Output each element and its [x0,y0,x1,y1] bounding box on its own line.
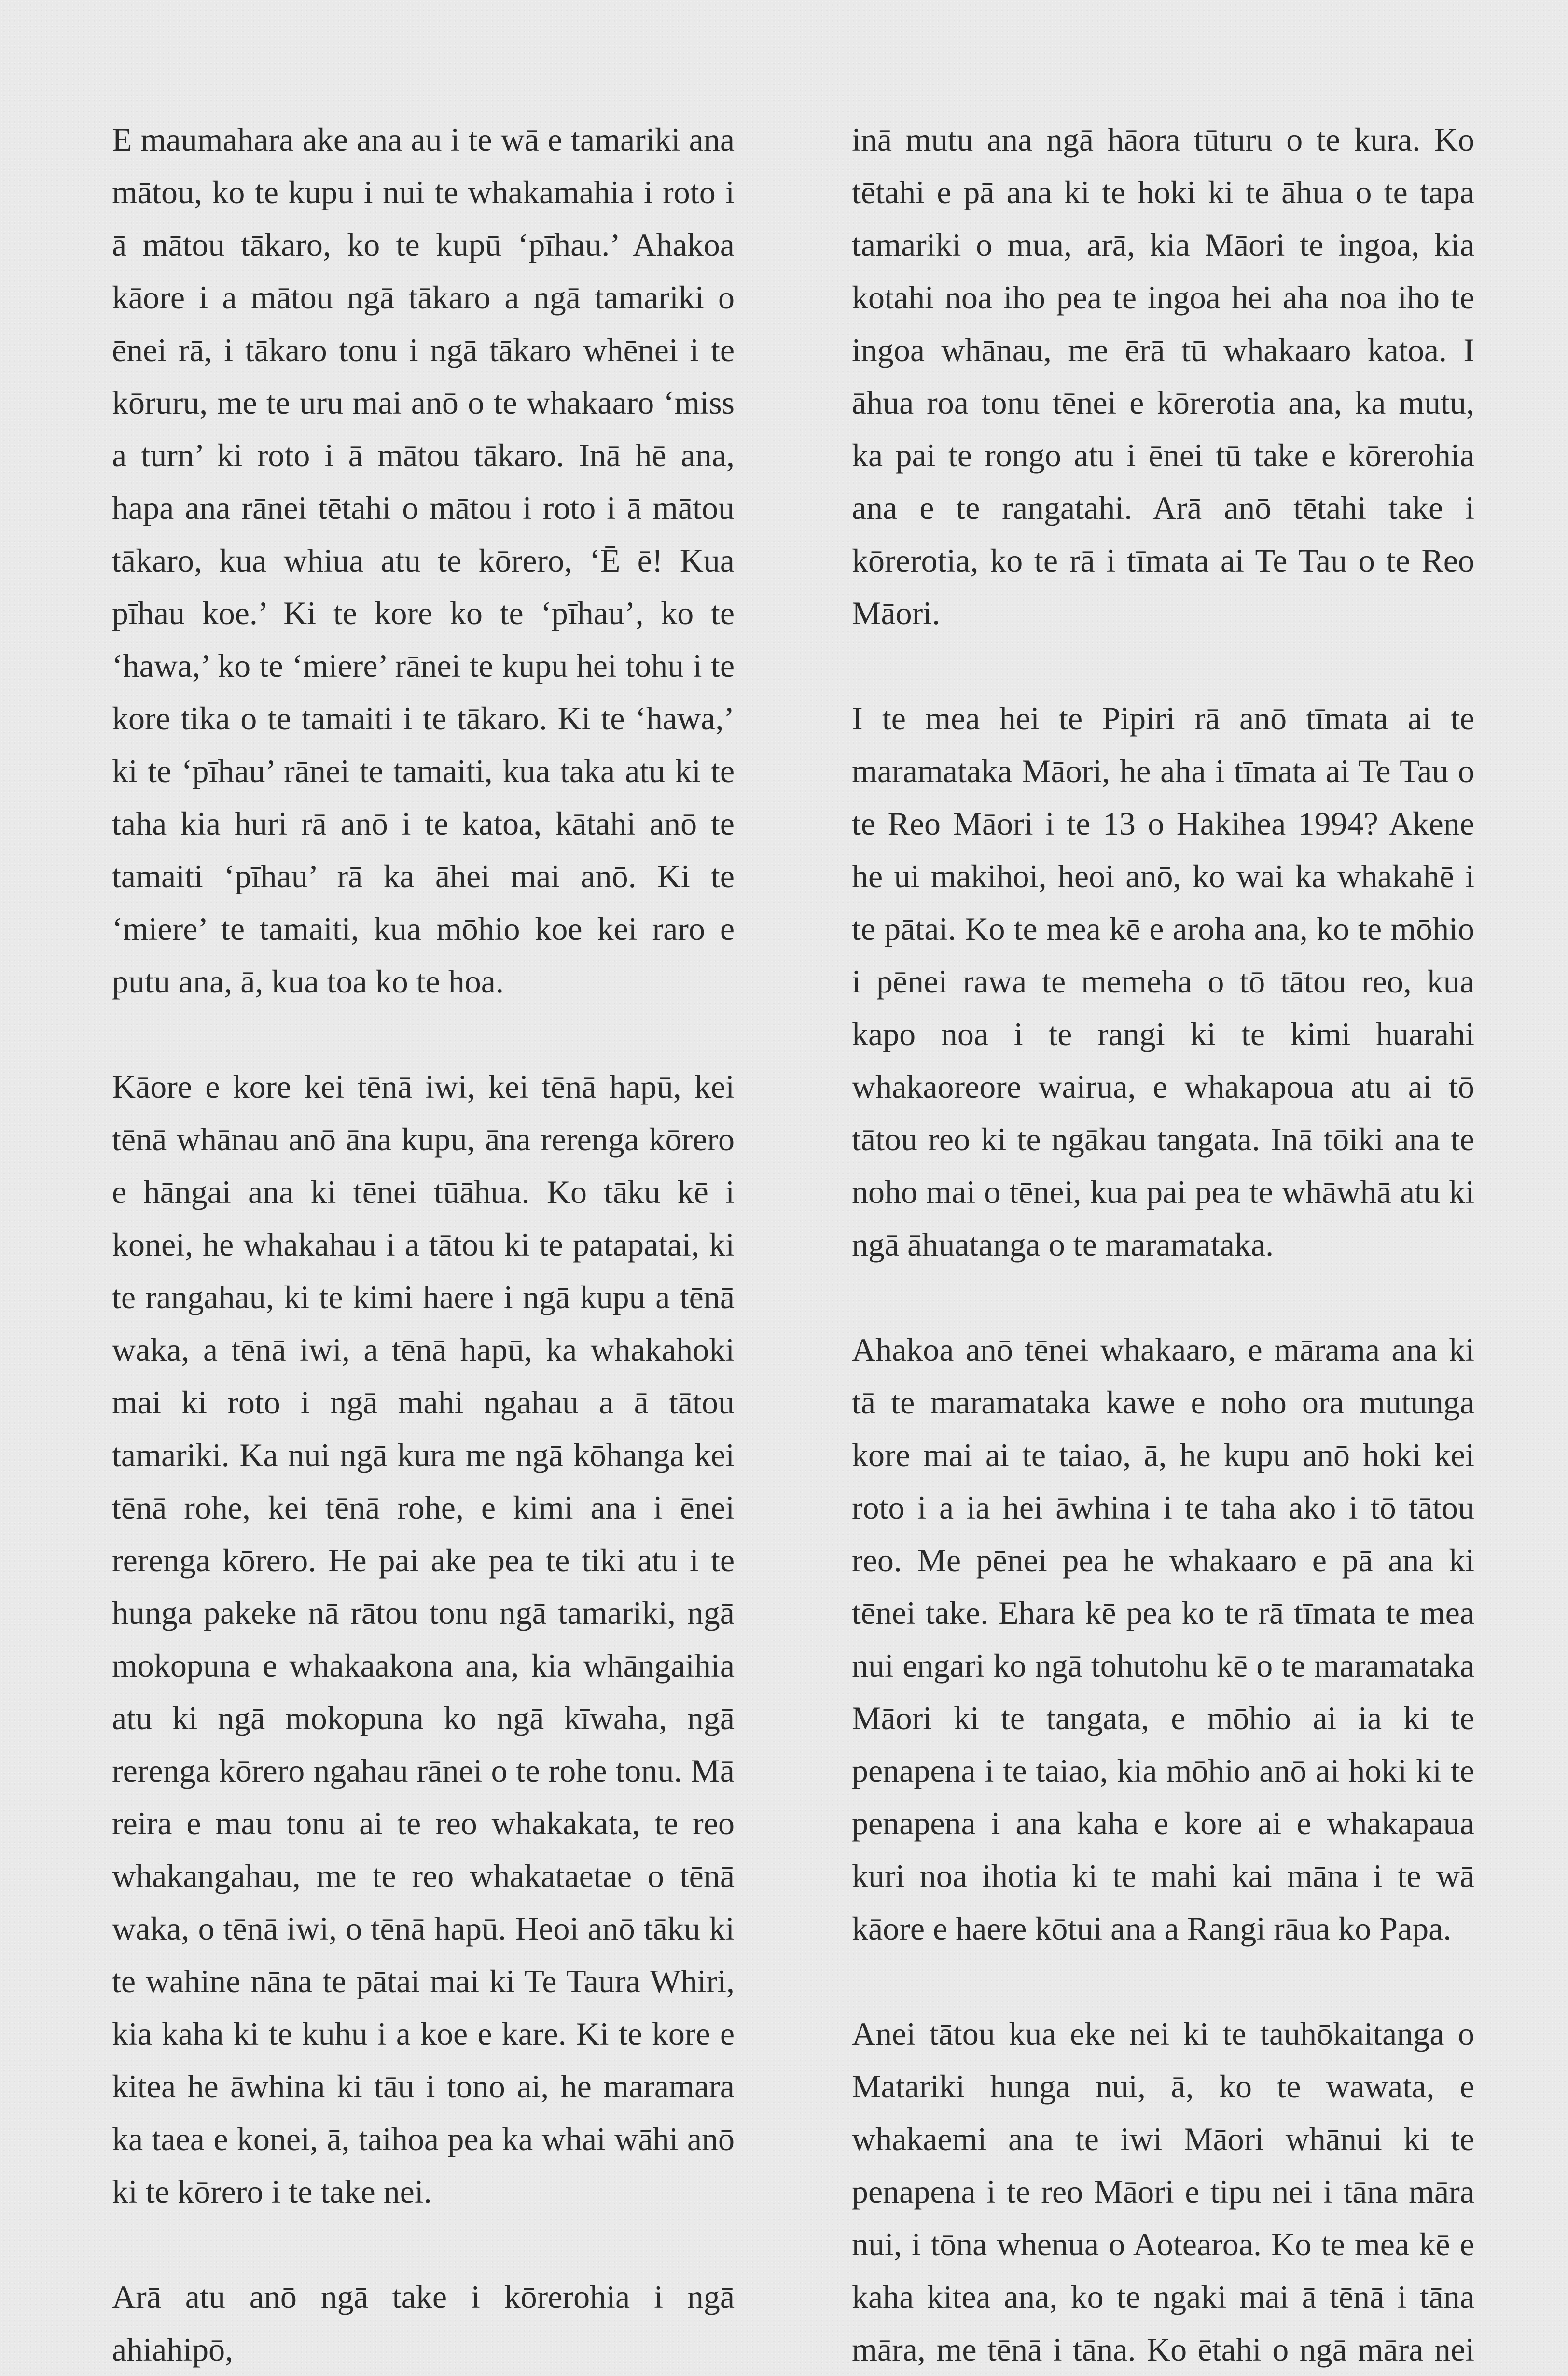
right-text-column [852,113,1474,2376]
paragraph-matariki: Anei tātou kua eke nei ki te tauhōkaitanga o Matariki hunga nui, ā, ko te wawata, e whakaemi ana te iwi Māori whānui ki te penapena i te reo Māori e tipu nei i tāna māra nui, i tōna whenua o Aotearoa. Ko te mea kē e kaha kitea ana, ko te ngaki mai ā tēnā i tāna māra, me tēnā i tāna. Ko ētahi o ngā māra nei [852,2015,1474,2368]
left-text-column [112,113,735,2376]
paragraph-iwi-sayings: Kāore e kore kei tēnā iwi, kei tēnā hapū, kei tēnā whānau anō āna kupu, āna rerenga kōrero e hāngai ana ki tēnei tūāhua. Ko tāku kē i konei, he whakahau i a tātou ki te patapatai, ki te rangahau, ki te kimi haere i ngā kupu a tēnā waka, a tēnā iwi, a tēnā hapū, ka whakahoki mai ki roto i ngā mahi ngahau a ā tātou tamariki. Ka nui ngā kura me ngā kōhanga kei tēnā rohe, kei tēnā rohe, e kimi ana i ēnei rerenga kōrero. He pai ake pea te tiki atu i te hunga pakeke nā rātou tonu ngā tamariki, ngā mokopuna e whakaakona ana, kia whāngaihia atu ki ngā mokopuna ko ngā kīwaha, ngā rerenga kōrero ngahau rānei o te rohe tonu. Mā reira e mau tonu ai te reo whakakata, te reo whakangahau, me te reo whakataetae o tēnā waka, o tēnā iwi, o tēnā hapū. Heoi anō tāku ki te wahine nāna te pātai mai ki Te Taura Whiri, kia kaha ki te kuhu i a koe e kare. Ki te kore e kitea he āwhina ki tāu i tono ai, he maramara ka taea e konei, ā, taihoa pea ka whai wāhi anō ki te kōrero i te take nei. [112,1068,735,2210]
paragraph-childhood-games: E maumahara ake ana au i te wā e tamariki ana mātou, ko te kupu i nui te whakamahia i roto i ā mātou tākaro, ko te kupū ‘pīhau.’ Ahakoa kāore i a mātou ngā tākaro a ngā tamariki o ēnei rā, i tākaro tonu i ngā tākaro whēnei i te kōruru, me te uru mai anō o te whakaaro ‘miss a turn’ ki roto i ā mātou tākaro. Inā hē ana, hapa ana rānei tētahi o mātou i roto i ā mātou tākaro, kua whiua atu te kōrero, ‘Ē ē! Kua pīhau koe.’ Ki te kore ko te ‘pīhau’, ko te ‘hawa,’ ko te ‘miere’ rānei te kupu hei tohu i te kore tika o te tamaiti i te tākaro. Ki te ‘hawa,’ ki te ‘pīhau’ rānei te tamaiti, kua taka atu ki te taha kia huri rā anō i te katoa, kātahi anō te tamaiti ‘pīhau’ rā ka āhei mai anō. Ki te ‘miere’ te tamaiti, kua mōhio koe kei raro e putu ana, ā, kua toa ko te hoa. [112,121,735,1000]
paragraph-maramataka: Ahakoa anō tēnei whakaaro, e mārama ana ki tā te maramataka kawe e noho ora mutunga kore mai ai te taiao, ā, he kupu anō hoki kei roto i a ia hei āwhina i te taha ako i tō tātou reo. Me pēnei pea he whakaaro e pā ana ki tēnei take. Ehara kē pea ko te rā tīmata te mea nui engari ko ngā tohutohu kē o te maramataka Māori ki te tangata, e mōhio ai ia ki te penapena i te taiao, kia mōhio anō ai hoki ki te penapena i ana kaha e kore ai e whakapaua kuri noa ihotia ki te mahi kai māna i te wā kāore e haere kōtui ana a Rangi rāua ko Papa. [852,1331,1474,1947]
paragraph-year-of-maori-language: I te mea hei te Pipiri rā anō tīmata ai te maramataka Māori, he aha i tīmata ai Te Tau o te Reo Māori i te 13 o Hakihea 1994? Akene he ui makihoi, heoi anō, ko wai ka whakahē i te pātai. Ko te mea kē e aroha ana, ko te mōhio i pēnei rawa te memeha o tō tātou reo, kua kapo noa i te rangi ki te kimi huarahi whakaoreore wairua, e whakapoua atu ai tō tātou reo ki te ngākau tangata. Inā tōiki ana te noho mai o tēnei, kua pai pea te whāwhā atu ki ngā āhuatanga o te maramataka. [852,700,1474,1263]
paragraph-evening-topics: Arā atu anō ngā take i kōrerohia i ngā ahiahipō, [112,2278,735,2368]
paragraph-naming-children: inā mutu ana ngā hāora tūturu o te kura. Ko tētahi e pā ana ki te hoki ki te āhua o te tapa tamariki o mua, arā, kia Māori te ingoa, kia kotahi noa iho pea te ingoa hei aha noa iho te ingoa whānau, me ērā tū whakaaro katoa. I āhua roa tonu tēnei e kōrerotia ana, ka mutu, ka pai te rongo atu i ēnei tū take e kōrerohia ana e te rangatahi. Arā anō tētahi take i kōrerotia, ko te rā i tīmata ai Te Tau o te Reo Māori. [852,121,1474,631]
